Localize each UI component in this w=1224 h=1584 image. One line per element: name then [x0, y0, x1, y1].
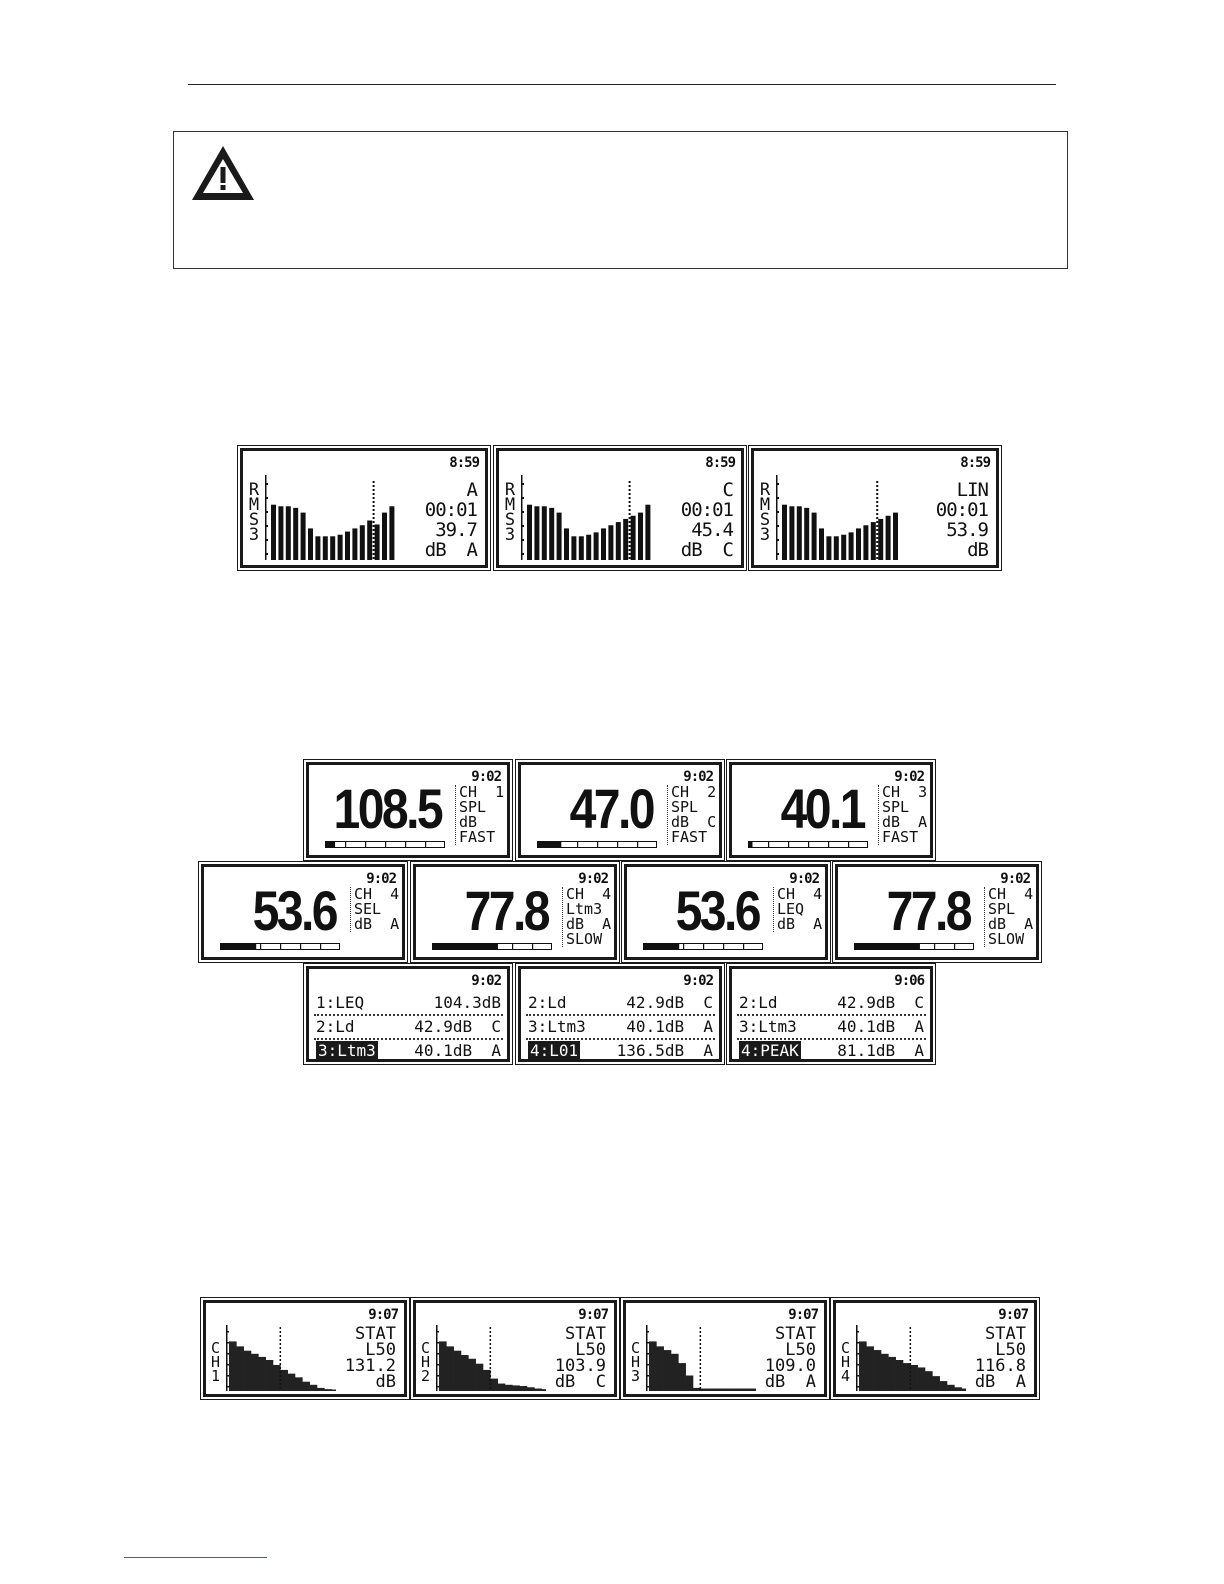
spectrum-bar: [812, 513, 817, 560]
spectrum-bar: [308, 528, 313, 560]
spectrum-bar: [345, 532, 350, 560]
stat-bar: [881, 1354, 889, 1391]
meter-segment: [532, 944, 533, 949]
stat-title: STAT: [355, 1324, 396, 1344]
ltm3-screen-ch4: [413, 864, 617, 960]
weight-label: A: [466, 479, 477, 501]
meter-segment: [577, 842, 578, 847]
spectrum-screen-c: [496, 448, 744, 568]
spectrum-bar: [789, 506, 794, 560]
screen-time: 9:07: [788, 1307, 818, 1323]
unit-label: dB A: [974, 1372, 1026, 1392]
stat-bar: [686, 1376, 694, 1392]
stat-bar: [324, 1389, 332, 1391]
stat-bar: [925, 1371, 933, 1391]
stat-bar: [932, 1376, 940, 1391]
meter-segment: [637, 842, 638, 847]
meter-segment: [385, 842, 386, 847]
stat-param: L50: [785, 1340, 816, 1360]
axis-tick: [436, 1386, 439, 1388]
channel-label: C H 4: [841, 1339, 851, 1385]
channel-info: CH 4 LEQ dB A: [773, 887, 828, 932]
screen-time: 9:02: [366, 871, 396, 887]
axis-tick: [646, 1342, 649, 1344]
level-value: 53.6: [675, 879, 759, 942]
stat-bar: [498, 1384, 506, 1391]
level-meter: [748, 841, 868, 848]
stat-bar: [940, 1381, 948, 1391]
axis-tick: [856, 1342, 859, 1344]
elapsed-time: 00:01: [680, 499, 733, 521]
spectrum-bar: [367, 521, 372, 561]
spectrum-screen-lin: [751, 448, 999, 568]
stat-bar: [310, 1385, 318, 1391]
meter-segment: [492, 944, 493, 949]
warning-icon: [188, 142, 258, 204]
stat-bar: [236, 1346, 244, 1391]
spectrum-bar: [375, 524, 380, 560]
stat-screen-ch1: [203, 1300, 407, 1397]
axis-tick: [856, 1353, 859, 1355]
spectrum-bar: [534, 506, 539, 560]
axis-line: [265, 475, 267, 560]
meter-fill: [433, 944, 498, 950]
meter-segment: [703, 944, 704, 949]
spectrum-bar: [782, 505, 787, 560]
spectrum-bar: [841, 535, 846, 560]
spectrum-bar: [797, 506, 802, 560]
unit-label: dB: [967, 539, 988, 561]
screen-time: 8:59: [960, 455, 990, 471]
channel-info: CH 4 Ltm3 dB A SLOW: [562, 887, 617, 947]
meter-segment: [808, 842, 809, 847]
spectrum-bar: [893, 513, 898, 560]
spectrum-bar: [863, 525, 868, 560]
channel-label: C H 3: [631, 1339, 641, 1385]
stat-bar: [866, 1346, 874, 1391]
spectrum-bar: [871, 522, 876, 560]
level-meter: [854, 943, 974, 950]
stat-bar: [527, 1387, 535, 1391]
axis-tick: [856, 1375, 859, 1377]
stat-bar: [317, 1388, 325, 1391]
stat-title: STAT: [565, 1324, 606, 1344]
channel-info: CH 4 SPL dB A SLOW: [984, 887, 1039, 947]
meter-segment: [788, 842, 789, 847]
stat-screen-ch4: [833, 1300, 1037, 1397]
screen-time: 9:02: [789, 871, 819, 887]
stat-bar: [490, 1379, 498, 1391]
level-value: 47.0: [569, 777, 653, 840]
elapsed-time: 00:01: [935, 499, 988, 521]
stat-bar: [910, 1365, 918, 1391]
level-value: 77.8: [886, 879, 970, 942]
axis-tick: [856, 1364, 859, 1366]
stat-distribution: [856, 1325, 966, 1391]
meter-segment: [260, 944, 261, 949]
meter-segment: [894, 944, 895, 949]
axis-line: [521, 475, 523, 560]
channel-info: CH 3 SPL dB A FAST: [878, 785, 933, 845]
stat-bar: [446, 1346, 454, 1391]
axis-tick: [436, 1375, 439, 1377]
stat-bar: [280, 1370, 288, 1391]
spectrum-bar: [886, 516, 891, 560]
spectrum-bar: [819, 528, 824, 560]
spectrum-bar: [382, 513, 387, 560]
stat-bar: [744, 1389, 752, 1391]
level-value: 103.9: [554, 1356, 606, 1376]
results-list-screen-3: [729, 966, 933, 1062]
footer-link-underline: [124, 1557, 267, 1558]
stat-bar: [302, 1382, 310, 1391]
axis-tick: [856, 1386, 859, 1388]
level-value: 109.0: [764, 1356, 816, 1376]
axis-tick: [226, 1364, 229, 1366]
stat-bar: [715, 1389, 723, 1391]
spectrum-bar: [571, 536, 576, 560]
stat-bar: [678, 1363, 686, 1391]
level-value: 77.8: [464, 879, 548, 942]
axis-line: [436, 1325, 438, 1391]
stat-bar: [752, 1389, 756, 1391]
stat-distribution: [436, 1325, 546, 1391]
axis-tick: [226, 1353, 229, 1355]
list-item[interactable]: 2:Ld 42.9dB C: [739, 993, 924, 1012]
spectrum-bar: [315, 536, 320, 560]
meter-segment: [280, 944, 281, 949]
screen-time: 9:06: [894, 973, 924, 989]
stat-bar: [947, 1385, 955, 1391]
screen-time: 8:59: [449, 455, 479, 471]
mode-label: R M S 3: [504, 480, 516, 545]
list-item[interactable]: 2:Ld 42.9dB C: [316, 1017, 501, 1036]
stat-bar: [461, 1355, 469, 1391]
screen-time: 9:02: [894, 769, 924, 785]
channel-info: CH 2 SPL dB C FAST: [667, 785, 722, 845]
meter-segment: [848, 842, 849, 847]
spectrum-bar: [278, 506, 283, 560]
axis-tick: [226, 1342, 229, 1344]
stat-bar: [439, 1341, 447, 1391]
axis-tick: [646, 1386, 649, 1388]
meter-fill: [644, 944, 680, 950]
stat-bar: [962, 1389, 966, 1391]
stat-bar: [295, 1377, 303, 1391]
row-divider: [314, 1014, 503, 1016]
weight-label: C: [722, 479, 733, 501]
spectrum-bar: [826, 536, 831, 560]
stat-bar: [454, 1351, 462, 1391]
stat-bar: [954, 1387, 962, 1391]
meter-segment: [512, 944, 513, 949]
meter-segment: [617, 842, 618, 847]
mode-label: R M S 3: [248, 480, 260, 545]
spectrum-bar: [601, 528, 606, 560]
spl-screen-ch4: [835, 864, 1039, 960]
spectrum-bar: [286, 506, 291, 560]
list-item-selected[interactable]: 3:Ltm3 40.1dB A: [318, 1041, 501, 1060]
spectrum-bar: [557, 513, 562, 560]
level-value: 116.8: [974, 1356, 1026, 1376]
level-meter: [643, 943, 763, 950]
screen-time: 9:02: [471, 769, 501, 785]
stat-bar: [888, 1357, 896, 1391]
spectrum-bars: [776, 475, 921, 560]
axis-line: [776, 475, 778, 560]
spectrum-bar: [338, 535, 343, 560]
axis-tick: [646, 1364, 649, 1366]
spectrum-bar: [856, 528, 861, 560]
stat-distribution: [646, 1325, 756, 1391]
stat-bar: [288, 1374, 296, 1391]
stat-title: STAT: [985, 1324, 1026, 1344]
spectrum-bar: [608, 525, 613, 560]
header-rule: [188, 84, 1056, 85]
unit-label: dB C: [680, 539, 733, 561]
spectrum-bar: [616, 522, 621, 560]
spectrum-bar: [849, 532, 854, 560]
meter-segment: [597, 842, 598, 847]
level-meter: [432, 943, 552, 950]
channel-label: C H 1: [211, 1339, 221, 1385]
spectrum-bar: [834, 536, 839, 560]
meter-fill: [855, 944, 920, 950]
screen-time: 9:02: [471, 973, 501, 989]
level-meter: [220, 943, 340, 950]
stat-param: L50: [365, 1340, 396, 1360]
axis-tick: [646, 1375, 649, 1377]
unit-label: dB A: [764, 1372, 816, 1392]
spectrum-bar: [293, 508, 298, 560]
stat-bar: [251, 1354, 259, 1391]
stat-distribution: [226, 1325, 336, 1391]
list-item-selected[interactable]: 4:PEAK 81.1dB A: [741, 1041, 924, 1060]
stat-bar: [649, 1341, 657, 1391]
unit-label: dB C: [554, 1372, 606, 1392]
level-value: 53.9: [946, 519, 988, 541]
meter-segment: [663, 944, 664, 949]
spectrum-bar: [549, 508, 554, 560]
screen-time: 9:07: [998, 1307, 1028, 1323]
list-item[interactable]: 2:Ld 42.9dB C: [528, 993, 713, 1012]
spectrum-bar: [360, 525, 365, 560]
unit-label: dB A: [424, 539, 477, 561]
stat-bar: [534, 1389, 542, 1391]
meter-segment: [425, 842, 426, 847]
meter-segment: [365, 842, 366, 847]
meter-segment: [743, 944, 744, 949]
stat-screen-ch3: [623, 1300, 827, 1397]
meter-segment: [557, 842, 558, 847]
meter-segment: [452, 944, 453, 949]
spectrum-bar: [301, 513, 306, 560]
spectrum-bar: [330, 536, 335, 560]
spectrum-bars: [521, 475, 666, 560]
spectrum-bar: [586, 535, 591, 560]
screen-time: 9:02: [683, 769, 713, 785]
stat-bar: [512, 1385, 520, 1391]
stat-bar: [332, 1390, 336, 1392]
stat-bar: [722, 1389, 730, 1391]
screen-time: 9:02: [578, 871, 608, 887]
level-value: 108.5: [333, 777, 441, 840]
unit-label: dB: [375, 1372, 396, 1392]
meter-segment: [683, 944, 684, 949]
stat-title: STAT: [775, 1324, 816, 1344]
stat-bar: [730, 1389, 738, 1391]
stat-bar: [708, 1389, 716, 1391]
meter-fill: [326, 842, 336, 848]
spectrum-bar: [631, 516, 636, 560]
stat-bar: [229, 1341, 237, 1391]
mode-label: R M S 3: [759, 480, 771, 545]
list-item[interactable]: 1:LEQ 104.3dB: [316, 993, 501, 1012]
axis-tick: [436, 1364, 439, 1366]
results-list-screen-2: [518, 966, 722, 1062]
row-divider: [314, 1038, 503, 1040]
stat-bar: [896, 1360, 904, 1391]
meter-segment: [723, 944, 724, 949]
row-divider: [737, 1014, 926, 1016]
spectrum-bar: [638, 513, 643, 560]
spectrum-bar: [527, 505, 532, 560]
meter-segment: [914, 944, 915, 949]
stat-bar: [903, 1363, 911, 1391]
stat-bar: [476, 1364, 484, 1391]
screen-time: 9:02: [1000, 871, 1030, 887]
stat-bar: [468, 1359, 476, 1391]
stat-bar: [244, 1351, 252, 1391]
channel-label: C H 2: [421, 1339, 431, 1385]
list-item-selected[interactable]: 4:L01 136.5dB A: [530, 1041, 713, 1060]
stat-bar: [671, 1354, 679, 1391]
spectrum-bar: [542, 506, 547, 560]
row-divider: [526, 1038, 715, 1040]
spectrum-bar: [594, 532, 599, 560]
stat-bar: [520, 1386, 528, 1391]
spectrum-bar: [271, 505, 276, 560]
level-meter: [325, 841, 445, 848]
spectrum-bar: [323, 536, 328, 560]
meter-segment: [472, 944, 473, 949]
spectrum-bar: [804, 508, 809, 560]
spl-screen-ch1: [306, 762, 510, 858]
spectrum-bar: [878, 519, 883, 560]
leq-screen-ch4: [624, 864, 828, 960]
meter-segment: [300, 944, 301, 949]
spectrum-bar: [389, 506, 394, 560]
screen-time: 9:02: [683, 973, 713, 989]
spectrum-bar: [623, 519, 628, 560]
screen-time: 9:07: [578, 1307, 608, 1323]
stat-bar: [273, 1365, 281, 1391]
stat-bar: [656, 1346, 664, 1391]
stat-bar: [700, 1389, 708, 1391]
meter-fill: [749, 842, 753, 848]
meter-segment: [240, 944, 241, 949]
stat-param: L50: [995, 1340, 1026, 1360]
axis-tick: [646, 1353, 649, 1355]
spectrum-bar: [579, 536, 584, 560]
warning-box: [173, 131, 1068, 269]
axis-tick: [436, 1342, 439, 1344]
spl-screen-ch2: [518, 762, 722, 858]
row-divider: [737, 1038, 926, 1040]
spectrum-bar: [352, 528, 357, 560]
stat-bar: [483, 1370, 491, 1391]
stat-bar: [664, 1350, 672, 1391]
level-value: 40.1: [780, 777, 864, 840]
spectrum-screen-a: [240, 448, 488, 568]
spl-screen-ch3: [729, 762, 933, 858]
axis-tick: [226, 1375, 229, 1377]
stat-bar: [737, 1389, 745, 1391]
meter-segment: [345, 842, 346, 847]
spectrum-bar: [564, 528, 569, 560]
stat-bar: [874, 1350, 882, 1391]
meter-segment: [320, 944, 321, 949]
meter-fill: [221, 944, 257, 950]
axis-tick: [226, 1331, 229, 1333]
results-list-screen-1: [306, 966, 510, 1062]
row-divider: [526, 1014, 715, 1016]
level-value: 45.4: [691, 519, 733, 541]
spectrum-bar: [645, 505, 650, 560]
screen-time: 9:07: [368, 1307, 398, 1323]
screen-time: 8:59: [705, 455, 735, 471]
stat-param: L50: [575, 1340, 606, 1360]
axis-line: [646, 1325, 648, 1391]
stat-bar: [258, 1357, 266, 1391]
level-meter: [537, 841, 657, 848]
stat-screen-ch2: [413, 1300, 617, 1397]
level-value: 131.2: [344, 1356, 396, 1376]
sel-screen-ch4: [201, 864, 405, 960]
list-item[interactable]: 3:Ltm3 40.1dB A: [739, 1017, 924, 1036]
stat-bar: [505, 1385, 513, 1391]
elapsed-time: 00:01: [424, 499, 477, 521]
axis-tick: [646, 1331, 649, 1333]
list-item[interactable]: 3:Ltm3 40.1dB A: [528, 1017, 713, 1036]
axis-tick: [436, 1331, 439, 1333]
meter-segment: [874, 944, 875, 949]
axis-line: [856, 1325, 858, 1391]
meter-segment: [405, 842, 406, 847]
meter-segment: [954, 944, 955, 949]
axis-tick: [436, 1353, 439, 1355]
meter-segment: [934, 944, 935, 949]
channel-info: CH 4 SEL dB A: [350, 887, 405, 932]
stat-bar: [859, 1341, 867, 1391]
meter-segment: [828, 842, 829, 847]
channel-info: CH 1 SPL dB FAST: [455, 785, 510, 845]
axis-tick: [226, 1386, 229, 1388]
spectrum-bars: [265, 475, 410, 560]
stat-bar: [693, 1388, 701, 1391]
axis-line: [226, 1325, 228, 1391]
meter-segment: [768, 842, 769, 847]
weight-label: LIN: [956, 479, 988, 501]
stat-bar: [542, 1389, 546, 1391]
stat-bar: [266, 1360, 274, 1391]
stat-bar: [918, 1367, 926, 1391]
level-value: 39.7: [435, 519, 477, 541]
axis-tick: [856, 1331, 859, 1333]
level-value: 53.6: [252, 879, 336, 942]
